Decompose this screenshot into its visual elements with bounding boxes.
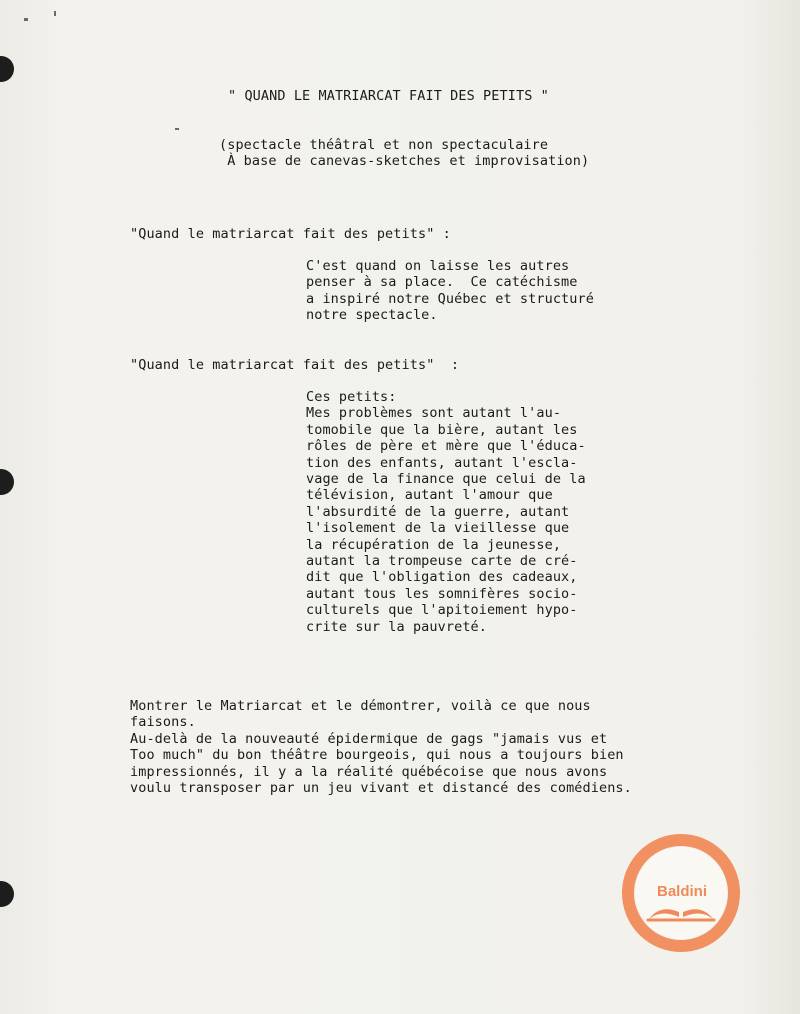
paragraph-line: penser à sa place. Ce catéchisme (306, 274, 578, 291)
document-title: " QUAND LE MATRIARCAT FAIT DES PETITS " (228, 88, 549, 104)
section-heading: "Quand le matriarcat fait des petits" : (130, 226, 451, 242)
paragraph-line: autant tous les somnifères socio- (306, 585, 578, 602)
subtitle-line: (spectacle théâtral et non spectaculaire (219, 137, 549, 153)
paragraph-line: voulu transposer par un jeu vivant et distancé des comédiens. (130, 780, 632, 796)
paragraph-line: tion des enfants, autant l'escla- (306, 454, 578, 471)
paragraph-line: impressionnés, il y a la réalité québécoise que nous avons (130, 763, 608, 780)
paragraph-line: culturels que l'apitoiement hypo- (306, 602, 578, 619)
punch-hole (0, 56, 14, 82)
paragraph-line: crite sur la pauvreté. (306, 618, 488, 635)
stamp-graphic (621, 833, 741, 953)
subtitle-line: À base de canevas-sketches et improvisation) (219, 153, 590, 169)
paper-speck (24, 18, 28, 21)
paragraph-line: tomobile que la bière, autant les (306, 421, 578, 438)
paragraph-line: vage de la finance que celui de la (306, 471, 586, 487)
paragraph-line: Au-delà de la nouveauté épidermique de gags "jamais vus et (130, 730, 608, 747)
library-stamp (621, 833, 741, 953)
paragraph-line: notre spectacle. (306, 307, 438, 324)
paragraph-line: la récupération de la jeunesse, (306, 536, 562, 553)
paragraph-line: Ces petits: (306, 389, 397, 405)
paragraph-line: Mes problèmes sont autant l'au- (306, 405, 562, 422)
punch-hole (0, 469, 14, 495)
paper-speck (175, 128, 179, 130)
paragraph-line: a inspiré notre Québec et structuré (306, 290, 594, 307)
paragraph-line: C'est quand on laisse les autres (306, 258, 570, 274)
paragraph-line: télévision, autant l'amour que (306, 487, 553, 504)
paragraph-line: faisons. (130, 714, 196, 731)
section-heading: "Quand le matriarcat fait des petits" : (130, 357, 460, 373)
punch-hole (0, 881, 14, 907)
paragraph-line: autant la trompeuse carte de cré- (306, 553, 578, 569)
paragraph-line: Too much" du bon théâtre bourgeois, qui nous a toujours bien (130, 747, 624, 764)
paragraph-line: l'isolement de la vieillesse que (306, 520, 570, 537)
paragraph-line: Montrer le Matriarcat et le démontrer, voilà ce que nous (130, 698, 591, 714)
paragraph-line: dit que l'obligation des cadeaux, (306, 569, 578, 586)
paper-speck (54, 11, 56, 16)
paragraph-line: l'absurdité de la guerre, autant (306, 503, 570, 520)
stamp-label: Baldini (656, 883, 708, 900)
paragraph-line: rôles de père et mère que l'éduca- (306, 438, 586, 455)
